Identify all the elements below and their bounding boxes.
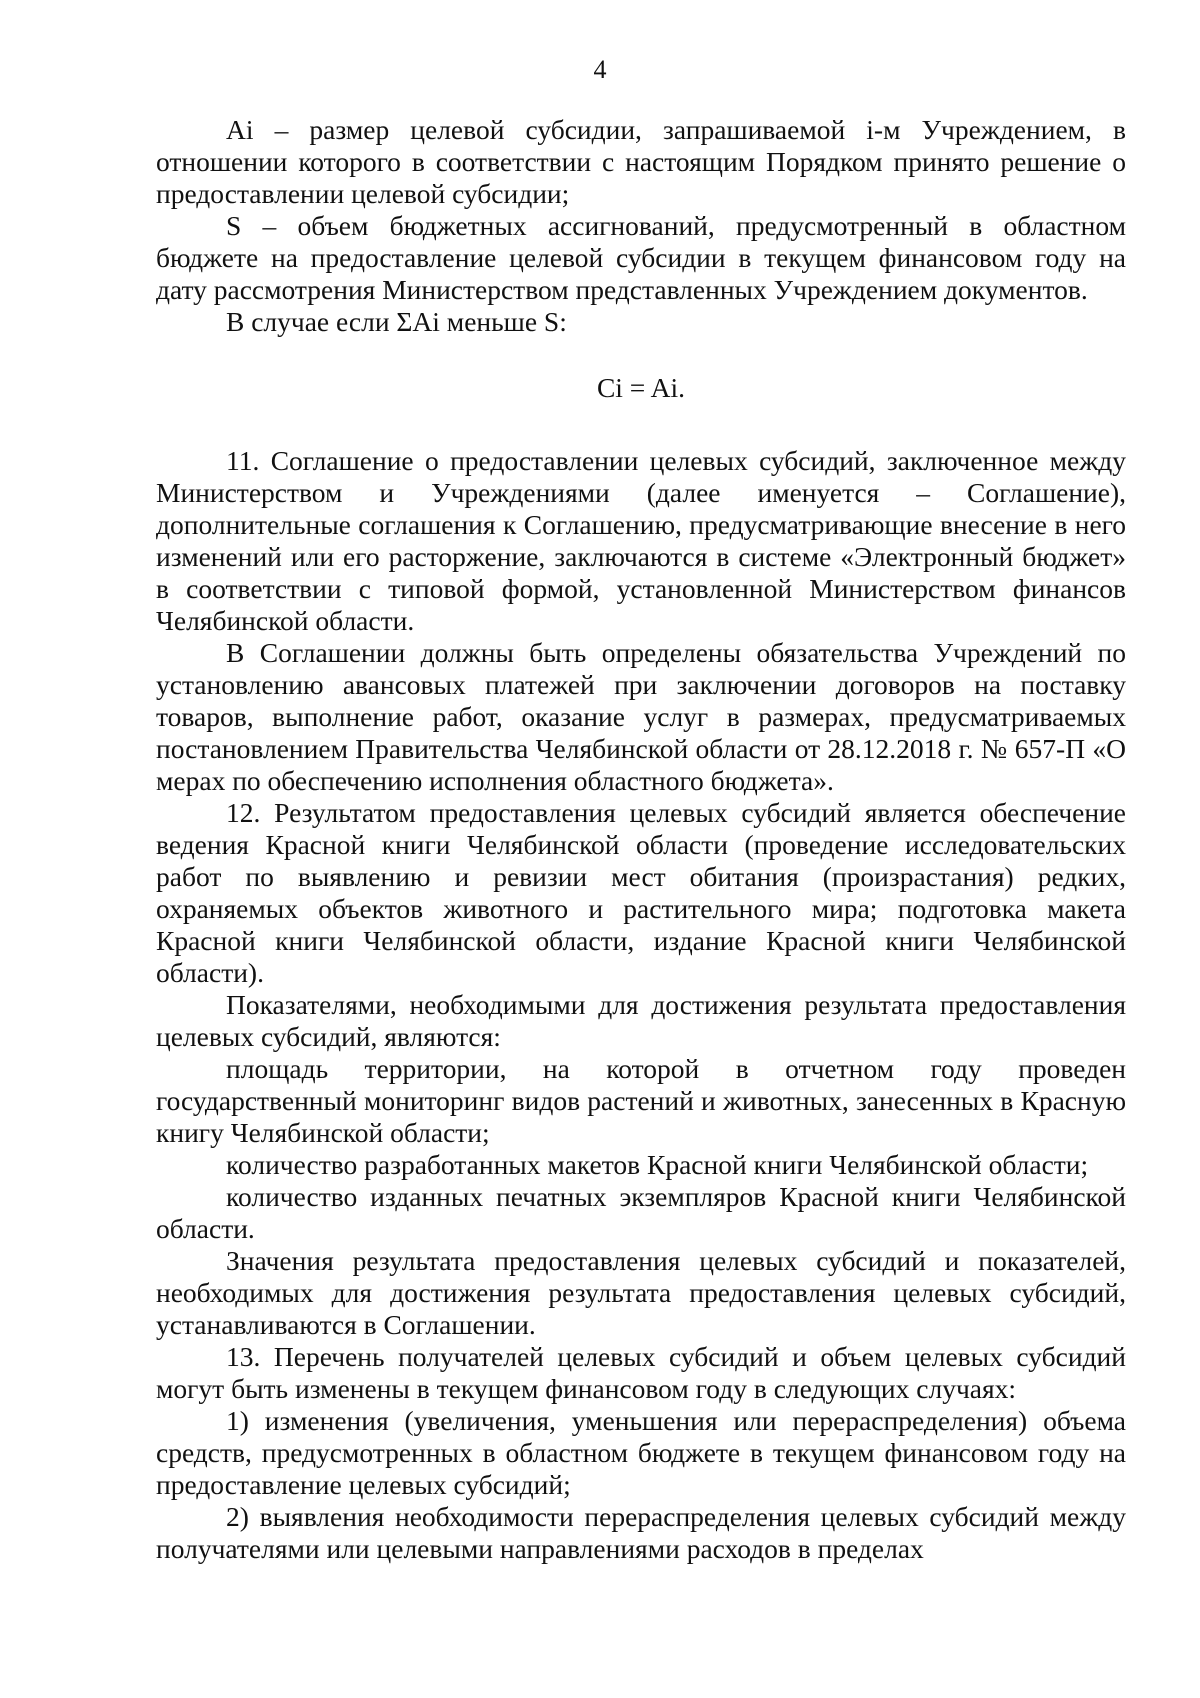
paragraph-clause-11: 11. Соглашение о предоставлении целевых субсидий, заключенное между Министерством и Учреждениями (далее именуется – Соглашение), дополнительные соглашения к Соглашению, предусматривающие внесение в него изменений или его расторжение, заключаются в системе «Электронный бюджет» в соответствии с типовой формой, установленной Министерством финансов Челябинской области. — [156, 445, 1126, 636]
paragraph-indicator-layouts: количество разработанных макетов Красной книги Челябинской области; — [226, 1149, 1089, 1180]
formula: Ci = Ai. — [596, 372, 686, 403]
paragraph-condition: В случае если ΣAi меньше S: — [226, 306, 567, 337]
paragraph-indicator-area: площадь территории, на которой в отчетном году проведен государственный мониторинг видов растений и животных, занесенных в Красную книгу Челябинской области; — [156, 1053, 1126, 1148]
paragraph-clause-12: 12. Результатом предоставления целевых субсидий является обеспечение ведения Красной книги Челябинской области (проведение исследовательских работ по выявлению и ревизии мест обитания (произрастания) редких, охраняемых объектов животного и растительного мира; подготовка макета Красной книги Челябинской области, издание Красной книги Челябинской области). — [156, 797, 1126, 988]
paragraph-values-established: Значения результата предоставления целевых субсидий и показателей, необходимых для достижения результата предоставления целевых субсидий, устанавливаются в Соглашении. — [156, 1245, 1126, 1340]
paragraph-clause-13: 13. Перечень получателей целевых субсидий и объем целевых субсидий могут быть изменены в текущем финансовом году в следующих случаях: — [156, 1341, 1126, 1404]
page-number: 4 — [593, 55, 607, 84]
paragraph-indicators-intro: Показателями, необходимыми для достижения результата предоставления целевых субсидий, являются: — [156, 989, 1126, 1052]
paragraph-indicator-copies: количество изданных печатных экземпляров Красной книги Челябинской области. — [156, 1181, 1126, 1244]
paragraph-case-2: 2) выявления необходимости перераспределения целевых субсидий между получателями или целевыми направлениями расходов в пределах — [156, 1501, 1126, 1564]
paragraph-case-1: 1) изменения (увеличения, уменьшения или перераспределения) объема средств, предусмотренных в областном бюджете в текущем финансовом году на предоставление целевых субсидий; — [156, 1405, 1126, 1500]
paragraph-s-definition: S – объем бюджетных ассигнований, предусмотренный в областном бюджете на предоставление целевой субсидии в текущем финансовом году на дату рассмотрения Министерством представленных Учреждением документов. — [156, 210, 1126, 305]
paragraph-agreement-obligations: В Соглашении должны быть определены обязательства Учреждений по установлению авансовых платежей при заключении договоров на поставку товаров, выполнение работ, оказание услуг в размерах, предусматриваемых постановлением Правительства Челябинской области от 28.12.2018 г. № 657-П «О мерах по обеспечению исполнения областного бюджета». — [156, 637, 1126, 796]
paragraph-ai-definition: Ai – размер целевой субсидии, запрашиваемой i-м Учреждением, в отношении которого в соответствии с настоящим Порядком принято решение о предоставлении целевой субсидии; — [156, 114, 1126, 209]
document-body — [156, 114, 1126, 1565]
